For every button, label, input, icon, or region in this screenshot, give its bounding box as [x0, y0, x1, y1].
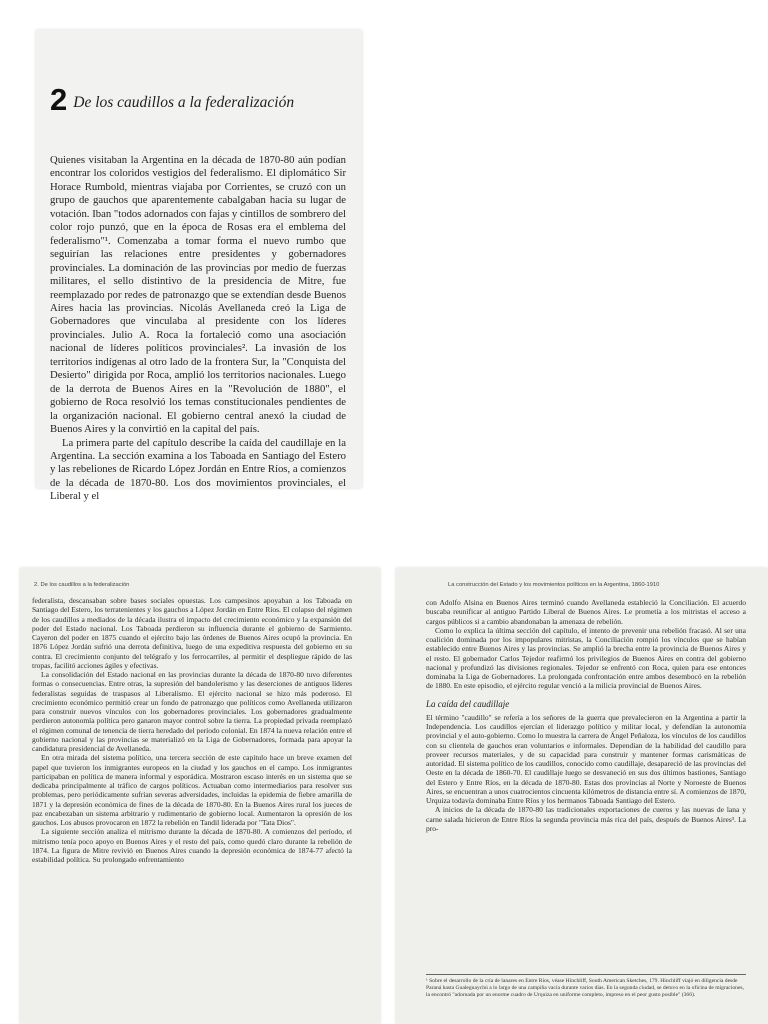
paragraph: A inicios de la década de 1870-80 las tradicionales exportaciones de cueros y las nuevas de lana y carne salada hicieron de Entre Ríos la segunda provincia más rica del país, después de Buenos Aires³. La pro-: [426, 805, 746, 833]
left-page-body: [32, 596, 352, 864]
paragraph: Quienes visitaban la Argentina en la década de 1870-80 aún podían encontrar los coloridos vestigios del federalismo. El diplomático Sir Horace Rumbold, mientras viajaba por Corrientes, se cruzó con un grupo de gauchos que aparentemente cabalgaban hacia su lugar de votación. Iban "todos adornados con fajas y cintillos de sombrero del color rojo punzó, que en la época de Rosas era el emblema del federalismo"¹. Comenzaba a tomar forma el nuevo rumbo que seguirían las relaciones entre presidentes y gobernadores provinciales. La dominación de las provincias por medio de fuerzas militares, el sello distintivo de la presidencia de Mitre, fue reemplazado por redes de patronazgo que se extendían desde Buenos Aires hacia las provincias. Nicolás Avellaneda creó la Liga de Gobernadores que vinculaba al presidente con los líderes provinciales. Julio A. Roca la fortaleció como una asociación nacional de líderes políticos provinciales². La invasión de los territorios indígenas al otro lado de la frontera Sur, la "Conquista del Desierto" dirigida por Roca, amplió los territorios nacionales. Luego de la derrota de Buenos Aires en la "Revolución de 1880", el gobierno de Roca resolvió los temas constitucionales pendientes de la organización nacional. El gobierno central anexó la ciudad de Buenos Aires y la convirtió en la capital del país.: [50, 154, 346, 436]
paragraph: En otra mirada del sistema político, una tercera sección de este capítulo hace un breve examen del papel que tuvieron los inmigrantes europeos en la ciudad y los gauchos en el campo. Los inmigrantes participaban en política de manera informal y esporádica. Mostraron escaso interés en un sistema que se dedicaba principalmente al tráfico de cargos políticos. Actuaban como intermediarios para resolver sus problemas, pero periódicamente sufrían severas adversidades, incluidas la epidemia de fiebre amarilla de 1871 y la depresión económica de fines de la década de 1870-80. En la Buenos Aires rural los jueces de paz encabezaban un sistema arbitrario y rudimentario de gobierno local. Aumentaron la opresión de los gauchos. Los abusos provocaron en 1872 la rebelión en Tandil liderada por "Tata Dios".: [32, 753, 352, 827]
chapter-body: [50, 154, 346, 504]
chapter-heading: [50, 82, 350, 118]
top-page-scan: [36, 30, 362, 503]
paragraph: El término "caudillo" se refería a los señores de la guerra que prevalecieron en la Argentina a partir la Independencia. Los caudillos ejercían el liderazgo político y militar local, y defendían la autonomía provincial y el auto-gobierno. Como lo muestra la carrera de Ángel Peñaloza, los vínculos de los caudillos con su clientela de gauchos eran voluntarios e informales. Dependían de la habilidad del caudillo para proveer recursos materiales, y de su capacidad para construir y mantener formas carismáticas de autoridad. El sistema político de los caudillos, conocido como caudillaje, desapareció de las provincias del Oeste en la década de 1860-70. El caudillaje luego se desvaneció en sus dos últimos bastiones, Santiago del Estero y Entre Ríos, en la década de 1870-80. Estas dos provincias al Norte y Noroeste de Buenos Aires, se encuentran a unos cuatrocientos cincuenta kilómetros de distancia entre sí. A comienzos de 1870, Urquiza todavía dominaba Entre Ríos y los hermanos Taboada Santiago del Estero.: [426, 712, 746, 805]
paragraph: La siguiente sección analiza el mitrismo durante la década de 1870-80. A comienzos del período, el mitrismo tenía poco apoyo en Buenos Aires y el resto del país, como quedó claro durante la rebelión de 1874. La figura de Mitre revivió en Buenos Aires cuando la depresión económica de 1874-77 afectó la estabilidad política. Su prolongado enfrentamiento: [32, 827, 352, 864]
footnote: ¹ Sobre el desarrollo de la cría de lanares en Entre Ríos, véase Hinchliff, South American Sketches, 179. Hinchliff viajó en diligencia desde Paraná hasta Gualeguaychú a lo largo de una campiña vacía durante varios días. En la segunda ciudad, se detuvo en la oficina de migraciones, la encontró "adornada por un enorme cuadro de Urquiza en uniforme completo, impreso en el peor gusto posible" (366).: [426, 974, 746, 999]
paragraph: La primera parte del capítulo describe la caída del caudillaje en la Argentina. La sección examina a los Taboada en Santiago del Estero y las rebeliones de Ricardo López Jordán en Entre Ríos, a comienzos de la década de 1870-80. Los dos movimientos provinciales, el Liberal y el: [50, 436, 346, 503]
section-heading: La caída del caudillaje: [426, 698, 510, 709]
paragraph: con Adolfo Alsina en Buenos Aires terminó cuando Avellaneda estableció la Conciliación. El acuerdo buscaba reunificar al antiguo Partido Liberal de Buenos Aires. Le prometía a los mitristas el acceso a cargos públicos si a cambio abandonaban la amenaza de rebelión.: [426, 598, 746, 626]
paragraph: Como lo explica la última sección del capítulo, el intento de prevenir una rebelión fracasó. Al ser una coalición dominada por los impopulares mitristas, la Conciliación rompió los vínculos que se habían establecido entre Buenos Aires y las provincias. Se amplió la brecha entre la provincia de Buenos Aires y el resto. El gobernador Carlos Tejedor reafirmó los privilegios de Buenos Aires en contra del gobierno nacional y profundizó las divisiones regionales. Tejedor se enfrentó con Roca, quien para ese entonces dominaba la Liga de Gobernadores. La prolongada confrontación entre ambos desembocó en la rebelión de 1880. En este episodio, el ejército regular venció a la milicia provincial de Buenos Aires.: [426, 625, 746, 691]
paragraph: federalista, descansaban sobre bases sociales opuestas. Los campesinos apoyaban a los Taboada en Santiago del Estero, los terratenientes y los gauchos a López Jordán en Entre Ríos. El colapso del régimen de los caudillos a mediados de la década ilustra el impacto del crecimiento económico y la expansión del poder del Estado nacional. Los Taboada perdieron su influencia durante el gobierno de Sarmiento. Cayeron del poder en 1875 cuando el ejército bajo las órdenes de Buenos Aires ocupó la provincia. En 1876 López Jordán sufrió una derrota definitiva, luego de una expeditiva respuesta del gobierno en su contra. El crecimiento conjunto del telégrafo y los ferrocarriles, al permitir el despliegue rápido de las tropas, facilitó acciones ágiles y efectivas.: [32, 596, 352, 670]
left-page-scan: [20, 568, 380, 1024]
running-head: La construcción del Estado y los movimientos políticos en la Argentina, 1860-1910: [448, 582, 660, 588]
running-head: 2. De los caudillos a la federalización: [34, 582, 130, 588]
right-page-scan: [396, 568, 768, 1024]
chapter-number: 2: [50, 82, 68, 117]
right-page-body: [426, 598, 746, 833]
chapter-title: De los caudillos a la federalización: [73, 94, 295, 111]
paragraph: La consolidación del Estado nacional en las provincias durante la década de 1870-80 tuvo diferentes formas o consecuencias. Entre otras, la supresión del bandolerismo y las deserciones de antiguos líderes federalistas seguidas de traspasos al Liberalismo. El ejército nacional se hizo más poderoso. El crecimiento económico permitió crear un fondo de patronazgo que políticos como Avellaneda utilizaron para construir nuevos vínculos con los gobernadores provinciales. Los gobernadores gradualmente perdieron autonomía política pero ganaron mayor control sobre la tierra. La propiedad privada reemplazó el régimen comunal de tenencia de tierra heredado del período colonial. En 1874 la nueva relación entre el gobierno nacional y las provincias se materializó en la Liga de Gobernadores, formada para apoyar la candidatura presidencial de Avellaneda.: [32, 670, 352, 753]
